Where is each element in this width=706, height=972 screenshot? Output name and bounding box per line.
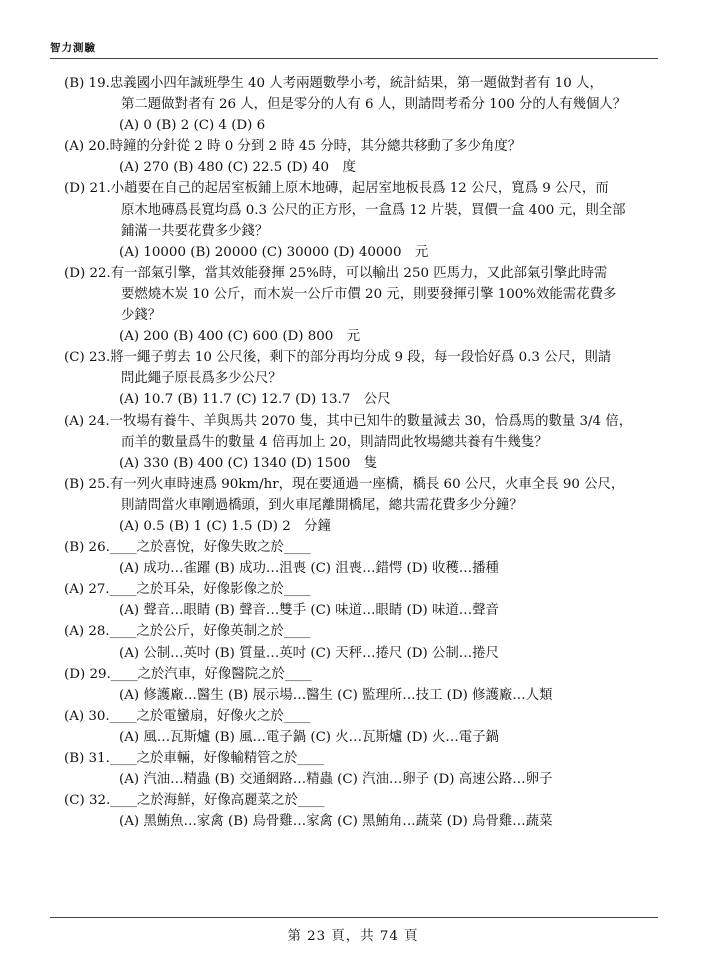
question-item: [64, 474, 664, 537]
question-item: [64, 411, 664, 474]
header-divider: [50, 58, 658, 59]
question-text: (B) 31.____之於車輛，好像輸精管之於____: [64, 751, 325, 766]
question-item: [64, 178, 664, 262]
footer-divider: [50, 917, 658, 918]
question-text: (B) 25.有一列火車時速爲 90km/hr，現在要通過一座橋，橋長 60 公尺，火車全長 90 公尺，: [64, 476, 625, 492]
answer-options: (A) 200 (B) 400 (C) 600 (D) 800 元: [119, 329, 361, 345]
question-item: [64, 347, 664, 410]
question-item: [64, 579, 664, 621]
question-item: [64, 748, 664, 790]
answer-options: (A) 成功…雀躍 (B) 成功…沮喪 (C) 沮喪…錯愕 (D) 收穫…播種: [119, 561, 499, 577]
answer-options: (A) 0.5 (B) 1 (C) 1.5 (D) 2 分鐘: [119, 518, 331, 534]
question-item: [64, 706, 664, 748]
question-item: [64, 790, 664, 832]
question-text-continued: 原木地磚爲長寬均爲 0.3 公尺的正方形，一盒爲 12 片裝，買價一盒 400 元，則全部: [121, 202, 626, 218]
answer-options: (A) 修護廠…醫生 (B) 展示場…醫生 (C) 監理所…技工 (D) 修護廠…人類: [119, 687, 553, 703]
question-text: (D) 29.____之於汽車，好像醫院之於____: [64, 666, 312, 682]
answer-options: (A) 270 (B) 480 (C) 22.5 (D) 40 度: [119, 160, 356, 176]
answer-options: (A) 汽油…精蟲 (B) 交通網路…精蟲 (C) 汽油…卵子 (D) 高速公路…卵子: [119, 772, 553, 788]
answer-options: (A) 330 (B) 400 (C) 1340 (D) 1500 隻: [119, 455, 378, 471]
question-item: [64, 263, 664, 347]
answer-options: (A) 10.7 (B) 11.7 (C) 12.7 (D) 13.7 公尺: [119, 392, 391, 408]
answer-options: (A) 聲音…眼睛 (B) 聲音…雙手 (C) 味道…眼睛 (D) 味道…聲音: [119, 603, 499, 619]
question-text-continued: 問此繩子原長爲多少公尺？: [121, 371, 282, 387]
answer-options: (A) 10000 (B) 20000 (C) 30000 (D) 40000 元: [119, 244, 429, 260]
question-text: (C) 32.____之於海鮮，好像高麗菜之於____: [64, 793, 325, 809]
answer-options: (A) 黑鮪魚…家禽 (B) 烏骨雞…家禽 (C) 黑鮪角…蔬菜 (D) 烏骨雞…蔬菜: [119, 814, 553, 830]
question-text-continued: 則請問當火車剛過橋頭，到火車尾離開橋尾，總共需花費多少分鐘？: [121, 497, 523, 513]
question-list: [64, 73, 664, 832]
question-text: (A) 30.____之於電蠻扇，好像火之於____: [64, 708, 311, 724]
question-text-continued: 少錢？: [121, 308, 162, 324]
question-text: (A) 24.一牧場有養牛、羊與馬共 2070 隻，其中已知牛的數量減去 30，恰爲馬的數量 3/4 倍，: [64, 413, 633, 429]
answer-options: (A) 公制…英吋 (B) 質量…英吋 (C) 天秤…捲尺 (D) 公制…捲尺: [119, 645, 499, 661]
page-header-title: 智力測驗: [50, 42, 96, 54]
page-number: 第 23 頁，共 74 頁: [287, 929, 419, 944]
question-text: (B) 19.忠義國小四年誠班學生 40 人考兩題數學小考，統計結果，第一題做對者有 10 人，: [64, 76, 603, 91]
question-text-continued: 要燃燒木炭 10 公斤，而木炭一公斤市價 20 元，則要發揮引擎 100%效能需花費多: [121, 286, 617, 302]
question-text-continued: 第二題做對者有 26 人，但是零分的人有 6 人，則請問考希分 100 分的人有幾個人？: [121, 97, 627, 113]
question-item: [64, 136, 664, 178]
question-text: (D) 21.小趙要在自己的起居室板鋪上原木地磚，起居室地板長爲 12 公尺，寬爲 9 公尺，而: [64, 181, 609, 197]
answer-options: (A) 風…瓦斯爐 (B) 風…電子鍋 (C) 火…瓦斯爐 (D) 火…電子鍋: [119, 729, 499, 745]
question-item: [64, 73, 664, 136]
question-text: (D) 22.有一部氣引擎，當其效能發揮 25%時，可以輸出 250 匹馬力，又此部氣引擎此時需: [64, 265, 608, 281]
question-text-continued: 鋪滿一共要花費多少錢？: [121, 223, 269, 239]
question-text: (A) 27.____之於耳朵，好像影像之於____: [64, 582, 311, 598]
question-text: (C) 23.將一繩子剪去 10 公尺後，剩下的部分再均分成 9 段，每一段恰好爲 0.3 公尺，則請: [64, 350, 612, 366]
question-text-continued: 而羊的數量爲牛的數量 4 倍再加上 20，則請問此牧場總共養有牛幾隻？: [121, 434, 548, 450]
question-item: [64, 537, 664, 579]
question-item: [64, 664, 664, 706]
question-text: (B) 26.____之於喜悅，好像失敗之於____: [64, 540, 311, 556]
question-item: [64, 621, 664, 663]
question-text: (A) 20.時鐘的分針從 2 時 0 分到 2 時 45 分時，其分總共移動了多少角度？: [64, 139, 522, 155]
answer-options: (A) 0 (B) 2 (C) 4 (D) 6: [119, 118, 266, 134]
question-text: (A) 28.____之於公斤，好像英制之於____: [64, 624, 311, 640]
